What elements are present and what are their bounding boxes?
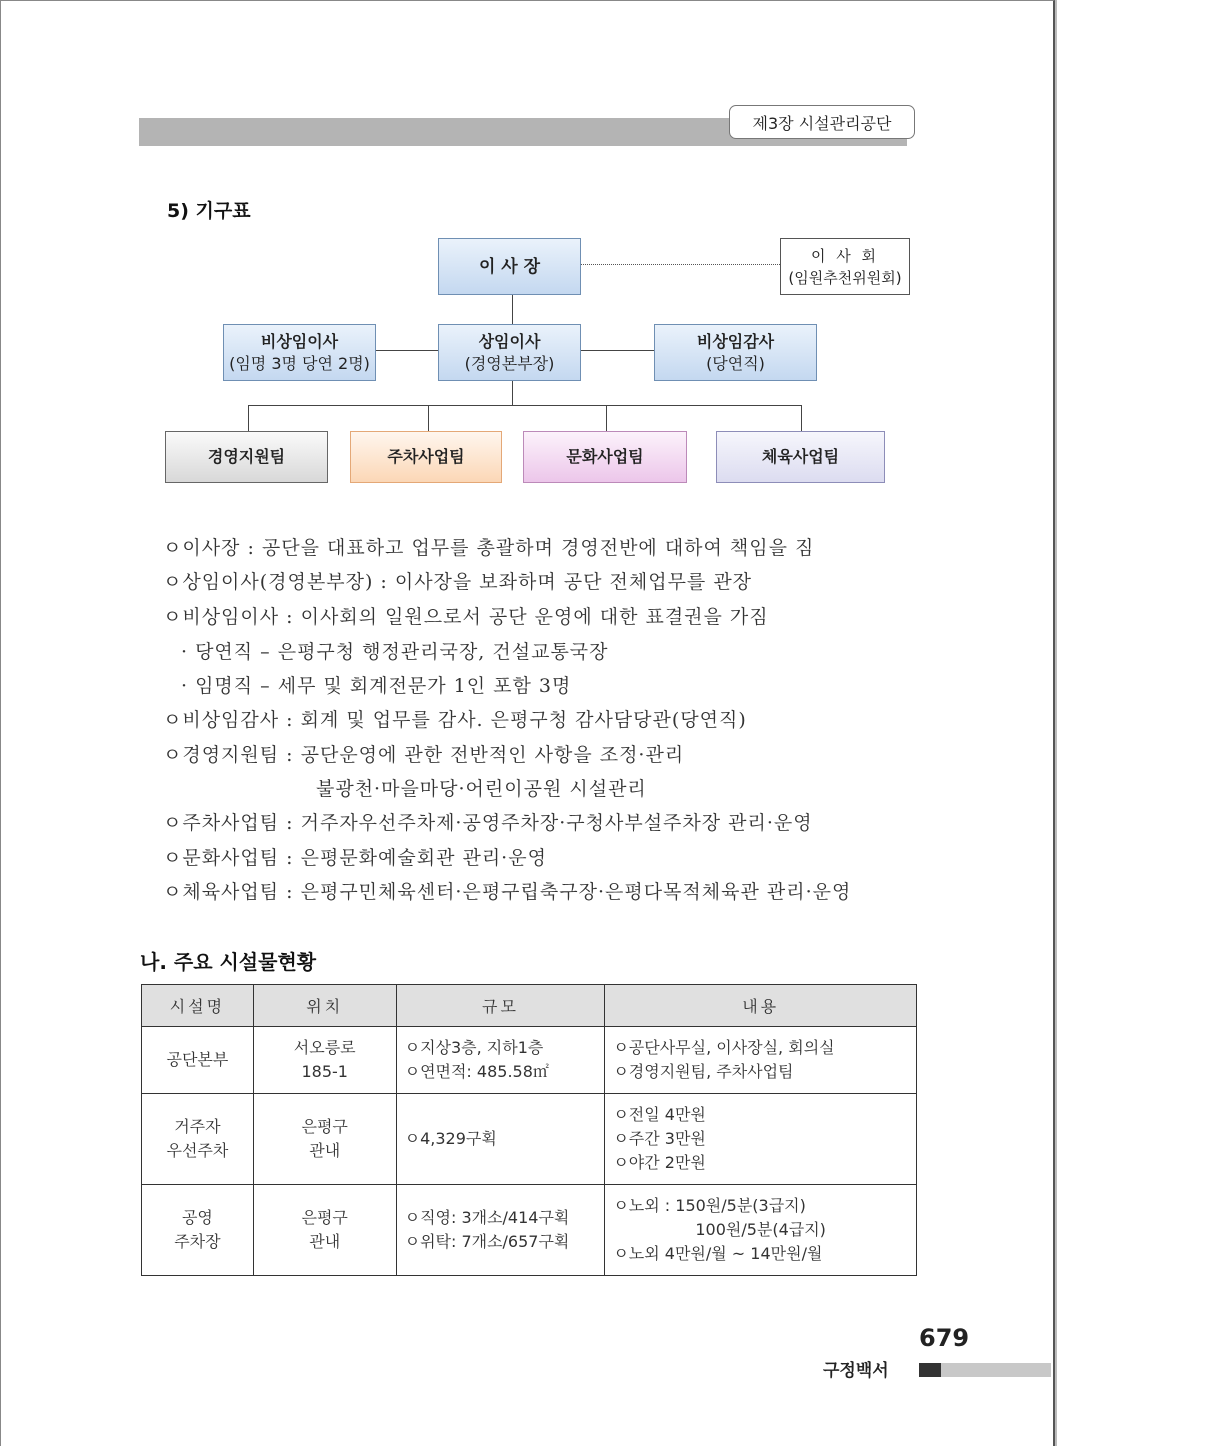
cell-line: 주차장 bbox=[174, 1232, 221, 1251]
cell-line: ㅇ노외 4만원/월 ~ 14만원/월 bbox=[613, 1244, 823, 1263]
header-location: 위치 bbox=[253, 985, 396, 1027]
cell-location bbox=[253, 1094, 396, 1185]
duty-parking: ㅇ주차사업팀 : 거주자우선주차제·공영주차장·구청사부설주차장 관리·운영 bbox=[163, 812, 813, 834]
cell-line: ㅇ지상3층, 지하1층 bbox=[404, 1038, 544, 1057]
cell-content bbox=[605, 1094, 917, 1185]
table-row bbox=[142, 1027, 917, 1094]
chapter-label: 제3장 시설관리공단 bbox=[729, 105, 915, 139]
duty-culture: ㅇ문화사업팀 : 은평문화예술회관 관리·운영 bbox=[163, 847, 547, 869]
connector-team-3 bbox=[606, 405, 607, 431]
duty-nonstanding-director: ㅇ비상임이사 : 이사회의 일원으로서 공단 운영에 대한 표결권을 가짐 bbox=[163, 606, 769, 628]
cell-scale bbox=[396, 1094, 605, 1185]
cell-line: 공영 bbox=[181, 1208, 213, 1227]
cell-facility bbox=[142, 1185, 254, 1276]
cell-line: ㅇ전일 4만원 bbox=[613, 1105, 706, 1124]
footer-bar-marker bbox=[919, 1363, 941, 1377]
cell-content bbox=[605, 1027, 917, 1094]
cell-line: 서오릉로 bbox=[293, 1038, 356, 1057]
cell-line: ㅇ연면적: 485.58㎡ bbox=[404, 1062, 549, 1081]
facilities-title: 나. 주요 시설물현황 bbox=[140, 950, 317, 974]
duty-management-support-2: 불광천·마을마당·어린이공원 시설관리 bbox=[316, 778, 647, 800]
cell-scale bbox=[396, 1185, 605, 1276]
cell-line: ㅇ4,329구획 bbox=[404, 1129, 497, 1148]
cell-line: 우선주차 bbox=[166, 1141, 229, 1160]
cell-line: ㅇ야간 2만원 bbox=[613, 1153, 706, 1172]
cell-line: 거주자 bbox=[174, 1117, 221, 1136]
chairman-label: 이 사 장 bbox=[478, 256, 541, 277]
nonstanding-auditor-box bbox=[654, 324, 817, 381]
cell-line: ㅇ경영지원팀, 주차사업팀 bbox=[613, 1062, 794, 1081]
cell-location bbox=[253, 1185, 396, 1276]
cell-facility bbox=[142, 1027, 254, 1094]
board-sub-label: (임원추천위원회) bbox=[788, 268, 902, 287]
duty-management-support: ㅇ경영지원팀 : 공단운영에 관한 전반적인 사항을 조정·관리 bbox=[163, 744, 685, 766]
nonstanding-director-sub: (임명 3명 당연 2명) bbox=[229, 353, 370, 373]
connector-team-2 bbox=[428, 405, 429, 431]
standing-director-box bbox=[438, 324, 581, 381]
standing-director-title: 상임이사 bbox=[478, 331, 541, 351]
page-number: 679 bbox=[919, 1324, 970, 1352]
nonstanding-director-box bbox=[223, 324, 376, 381]
connector-right bbox=[581, 350, 654, 351]
cell-location bbox=[253, 1027, 396, 1094]
duty-sports: ㅇ체육사업팀 : 은평구민체육센터·은평구립축구장·은평다목적체육관 관리·운영 bbox=[163, 881, 852, 903]
header-facility: 시설명 bbox=[142, 985, 254, 1027]
duty-chairman: ㅇ이사장 : 공단을 대표하고 업무를 총괄하며 경영전반에 대하여 책임을 짐 bbox=[163, 537, 815, 559]
facilities-table bbox=[141, 984, 917, 1276]
table-row bbox=[142, 1185, 917, 1276]
connector-teams-horizontal bbox=[248, 405, 801, 406]
connector-left bbox=[376, 350, 438, 351]
duty-auditor: ㅇ비상임감사 : 회계 및 업무를 감사. 은평구청 감사담당관(당연직) bbox=[163, 709, 747, 731]
team-culture: 문화사업팀 bbox=[523, 431, 687, 483]
cell-facility bbox=[142, 1094, 254, 1185]
connector-board bbox=[581, 264, 780, 266]
table-row bbox=[142, 1094, 917, 1185]
connector-team-1 bbox=[248, 405, 249, 431]
cell-line: 은평구 bbox=[301, 1208, 348, 1227]
cell-line: ㅇ위탁: 7개소/657구획 bbox=[404, 1232, 570, 1251]
header-scale: 규모 bbox=[396, 985, 605, 1027]
team-parking: 주차사업팀 bbox=[350, 431, 502, 483]
cell-line: 공단본부 bbox=[166, 1050, 229, 1069]
cell-line: ㅇ노외 : 150원/5분(3급지) bbox=[613, 1196, 806, 1215]
header-content: 내용 bbox=[605, 985, 917, 1027]
cell-line: 은평구 bbox=[301, 1117, 348, 1136]
cell-line: ㅇ공단사무실, 이사장실, 회의실 bbox=[613, 1038, 835, 1057]
cell-line: ㅇ직영: 3개소/414구획 bbox=[404, 1208, 570, 1227]
board-box bbox=[780, 238, 910, 295]
team-sports: 체육사업팀 bbox=[716, 431, 885, 483]
connector-chair-standing bbox=[512, 295, 513, 324]
duty-standing-director: ㅇ상임이사(경영본부장) : 이사장을 보좌하며 공단 전체업무를 관장 bbox=[163, 571, 753, 593]
cell-content bbox=[605, 1185, 917, 1276]
org-chart-title: 5) 기구표 bbox=[167, 200, 251, 222]
connector-down bbox=[512, 381, 513, 405]
book-title: 구정백서 bbox=[823, 1361, 889, 1381]
cell-scale bbox=[396, 1027, 605, 1094]
cell-line: ㅇ주간 3만원 bbox=[613, 1129, 706, 1148]
chairman-box bbox=[438, 238, 581, 295]
nonstanding-director-title: 비상임이사 bbox=[260, 331, 339, 351]
connector-team-4 bbox=[801, 405, 802, 431]
cell-line: 관내 bbox=[309, 1232, 341, 1251]
cell-line: 185-1 bbox=[301, 1062, 348, 1081]
standing-director-sub: (경영본부장) bbox=[464, 353, 555, 373]
duty-ex-officio: · 당연직 – 은평구청 행정관리국장, 건설교통국장 bbox=[181, 641, 609, 663]
nonstanding-auditor-title: 비상임감사 bbox=[696, 331, 775, 351]
cell-line: 관내 bbox=[309, 1141, 341, 1160]
board-label: 이 사 회 bbox=[810, 246, 879, 265]
table-header-row bbox=[142, 985, 917, 1027]
nonstanding-auditor-sub: (당연직) bbox=[706, 353, 765, 373]
cell-line: 100원/5분(4급지) bbox=[695, 1220, 826, 1239]
duty-appointed: · 임명직 – 세무 및 회계전문가 1인 포함 3명 bbox=[181, 675, 572, 697]
team-management-support: 경영지원팀 bbox=[165, 431, 328, 483]
